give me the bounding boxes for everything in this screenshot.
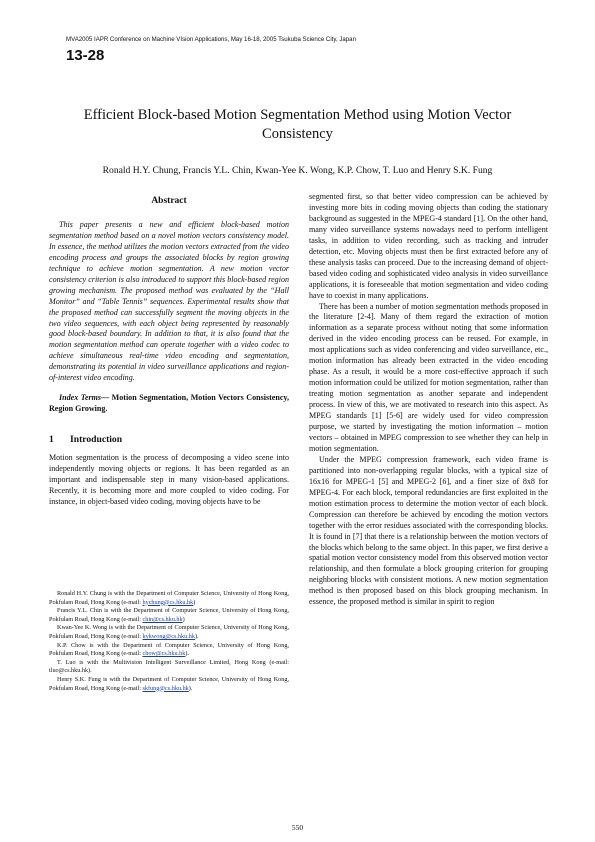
- abstract-body: This paper presents a new and efficient block-based motion segmentation method based on a novel motion vectors consistency model. In essence, the method utilizes the motion vectors extracted from the video encoding process and groups the associated blocks by region growing technique to achieve motion segmentation. A new motion vector consistency criterion is also introduced to support this block-based region growing mechanism. The proposed method was evaluated by the “Hall Monitor” and “Table Tennis” sequences. Experimental results show that the proposed method can successfully segment the moving objects in the two video sequences, with each object being represented by reasonably good block-based boundary. In addition to that, it is also found that the motion segmentation method can operate together with a video codec to achieve simultaneous real-time video encoding and segmentation, demonstrating its potential in video surveillance applications and region-of-interest video encoding.: [49, 219, 289, 383]
- abstract-heading: Abstract: [151, 196, 187, 206]
- section-title: Introduction: [70, 434, 123, 446]
- intro-paragraph-2: segmented first, so that better video compression can be achieved by investing more bits in coding moving objects than coding the stationary background as suggested in the MPEG-4 standard [1]. On the other hand, many video surveillance systems nowadays need to perform intelligent tasks, in addition to video recording, such as tracking and intruder detection, etc. Moving objects must then be first extracted before any of these analysis tasks can proceed. Due to the increasing demand of object-based video coding and sophisticated video analysis in video surveillance applications, it is foreseeable that motion segmentation and video coding have to coexist in many applications.: [309, 192, 548, 300]
- paper-title: Efficient Block-based Motion Segmentation Method using Motion Vector Consistency: [83, 107, 512, 142]
- intro-paragraph-4: Under the MPEG compression framework, each video frame is partitioned into non-overlapping regular blocks, with a typical size of 16x16 for MPEG-1 [5] and MPEG-2 [6], and a finer size of 8x8 for MPEG-4. For each block, temporal redundancies are first exploited in the motion estimation process to determine the motion vector of each block. Compression can therefore be achieved by encoding the motion vectors together with the error residues associated with the corresponding blocks. It is found in [7] that there is a relationship between the motion vectors of the blocks which belong to the same object. In this paper, we first derive a spatial motion vector consistency model from this observed motion vector relationship, and then formulate a block grouping criterion for grouping neighboring blocks with consistent motions. A new motion segmentation method is then proposed based on this block grouping mechanism. In essence, the proposed method is similar in spirit to region: [309, 454, 548, 607]
- index-terms-list: Motion Segmentation, Motion Vectors Consistency, Region Growing.: [49, 393, 289, 414]
- left-column: [49, 196, 289, 508]
- footnotes: [49, 590, 289, 693]
- section-number: 1: [49, 434, 54, 446]
- footnote-1: Ronald H.Y. Chung is with the Department of Computer Science, University of Hong Kong, Pokfulam Road, Hong Kong (e-mail: hychung@cs.hku.hk): [49, 590, 289, 606]
- footnote-5: T. Luo is with the Multivision Intelligent Surveillance Limited, Hong Kong (e-mail: tluo@cs.hku.hk).: [49, 658, 289, 675]
- author-list: Ronald H.Y. Chung, Francis Y.L. Chin, Kwan-Yee K. Wong, K.P. Chow, T. Luo and Henry S.K. Fung: [102, 165, 493, 176]
- index-terms-label: Index Terms: [59, 393, 102, 403]
- email-link[interactable]: chow@cs.hku.hk: [142, 650, 186, 658]
- footnote-3: Kwan-Yee K. Wong is with the Department of Computer Science, University of Hong Kong, Pokfulam Road, Hong Kong (e-mail: kykwong@cs.hku.hk).: [49, 624, 289, 640]
- right-column: [309, 192, 548, 608]
- email-link[interactable]: skfung@cs.hku.hk: [142, 684, 189, 692]
- email-link[interactable]: chin@cs.hku.hk: [142, 615, 183, 623]
- index-terms-dash: —: [101, 393, 112, 403]
- intro-paragraph-1: Motion segmentation is the process of decomposing a video scene into independently moving objects or regions. It has been regarded as an important and indispensable step in many vision-based applications. Recently, it is becoming more and more coupled to video coding. For instance, in object-based video coding, moving objects have to be: [49, 453, 289, 506]
- email-link[interactable]: hychung@cs.hku.hk: [142, 598, 194, 606]
- footnote-2: Francis Y.L. Chin is with the Department of Computer Science, University of Hong Kong, Pokfulam Road, Hong Kong (e-mail: chin@cs.hku.hk): [49, 607, 289, 623]
- intro-paragraph-3: There has been a number of motion segmentation methods proposed in the literature [2-4]. Many of them regard the extraction of motion information as a separate process without noting that some information derived in the video encoding process can be reused. For example, in most applications such as video conferencing and video surveillance, etc., motion information has already been extracted in the video encoding phase. As a result, it would be a more cost-effective approach if such motion information could be utilized for motion segmentation, rather than treating motion segmentation as another separate and independent process. In view of this, we are motivated to research into this aspect. As MPEG standards [1] [5-6] are widely used for video compression purpose, we started by investigating the motion information – motion vectors – obtained in MPEG compression to see whether they can help in motion segmentation.: [309, 301, 548, 453]
- conference-header: MVA2005 IAPR Conference on Machine VIsion Applications, May 16-18, 2005 Tsukuba Science City, Japan: [66, 36, 356, 43]
- index-terms: [49, 393, 289, 415]
- paper-number: 13-28: [66, 47, 105, 64]
- page-number: 550: [291, 823, 304, 832]
- footnote-4: K.P. Chow is with the Department of Computer Science, University of Hong Kong, Pokfulam Road, Hong Kong (e-mail: chow@cs.hku.hk).: [49, 641, 289, 658]
- footnote-6: Henry S.K. Fung is with the Department of Computer Science, University of Hong Kong, Pokfulam Road, Hong Kong (e-mail: skfung@cs.hku.hk).: [49, 675, 289, 692]
- section-heading-introduction: [49, 435, 289, 446]
- email-link[interactable]: kykwong@cs.hku.hk: [142, 632, 195, 640]
